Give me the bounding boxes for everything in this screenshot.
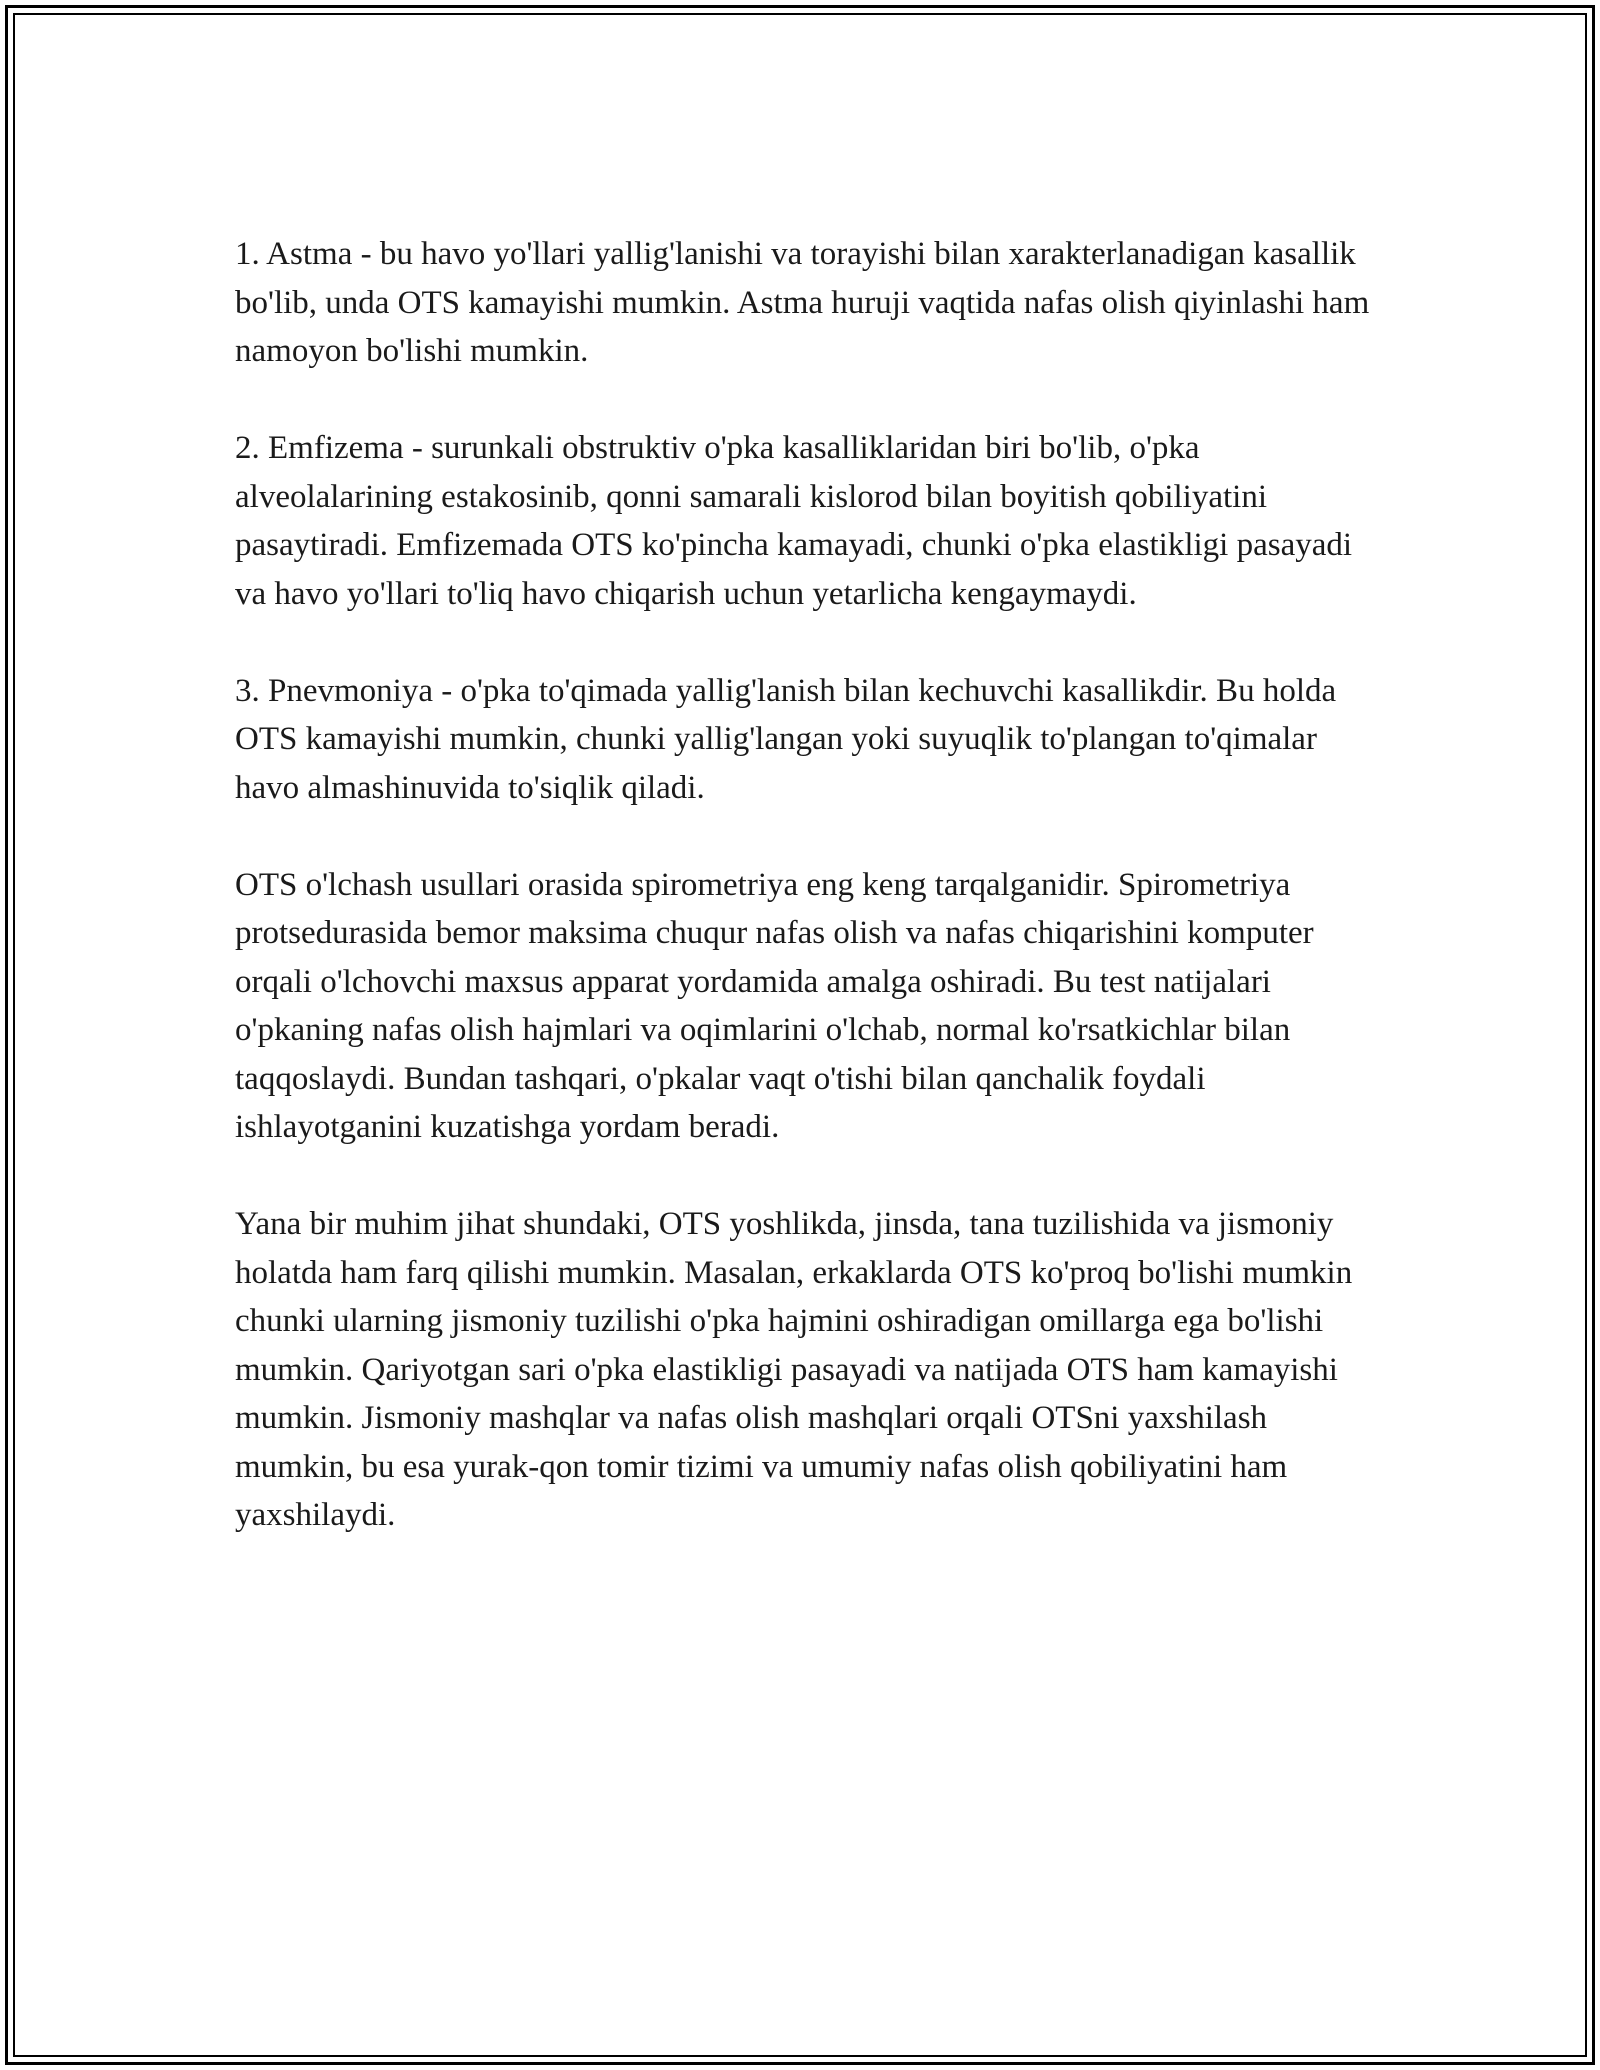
paragraph-pneumonia: 3. Pnevmoniya - o'pka to'qimada yallig'lanish bilan kechuvchi kasallikdir. Bu holda OTS kamayishi mumkin, chunki yallig'langan yoki suyuqlik to'plangan to'qimalar havo almashinuvida to'siqlik qiladi. <box>235 672 1337 806</box>
paragraph-asthma: 1. Astma - bu havo yo'llari yallig'lanishi va torayishi bilan xarakterlanadigan kasallik bo'lib, unda OTS kamayishi mumkin. Astma huruji vaqtida nafas olish qiyinlashi ham namoyon bo'lishi mumkin. <box>235 236 1370 369</box>
paragraph-spirometry: OTS o'lchash usullari orasida spirometriya eng keng tarqalganidir. Spirometriya protsedurasida bemor maksima chuqur nafas olish va nafas chiqarishini komputer orqali o'lchovchi maxsus apparat yordamida amalga oshiradi. Bu test natijalari o'pkaning nafas olish hajmlari va oqimlarini o'lchab, normal ko'rsatkichlar bilan taqqoslaydi. Bundan tashqari, o'pkalar vaqt o'tishi bilan qanchalik foydali ishlayotganini kuzatishga yordam beradi. <box>235 866 1314 1145</box>
paragraph-emphysema: 2. Emfizema - surunkali obstruktiv o'pka kasalliklaridan biri bo'lib, o'pka alveolalarining estakosinib, qonni samarali kislorod bilan boyitish qobiliyatini pasaytiradi. Emfizemada OTS ko'pincha kamayadi, chunki o'pka elastikligi pasayadi va havo yo'llari to'liq havo chiqarish uchun yetarlicha kengaymaydi. <box>235 430 1353 612</box>
document-body <box>235 230 1380 1588</box>
paragraph-factors: Yana bir muhim jihat shundaki, OTS yoshlikda, jinsda, tana tuzilishida va jismoniy holatda ham farq qilishi mumkin. Masalan, erkaklarda OTS ko'proq bo'lishi mumkin chunki ularning jismoniy tuzilishi o'pka hajmini oshiradigan omillarga ega bo'lishi mumkin. Qariyotgan sari o'pka elastikligi pasayadi va natijada OTS ham kamayishi mumkin. Jismoniy mashqlar va nafas olish mashqlari orqali OTSni yaxshilash mumkin, bu esa yurak-qon tomir tizimi va umumiy nafas olish qobiliyatini ham yaxshilaydi. <box>235 1206 1353 1533</box>
